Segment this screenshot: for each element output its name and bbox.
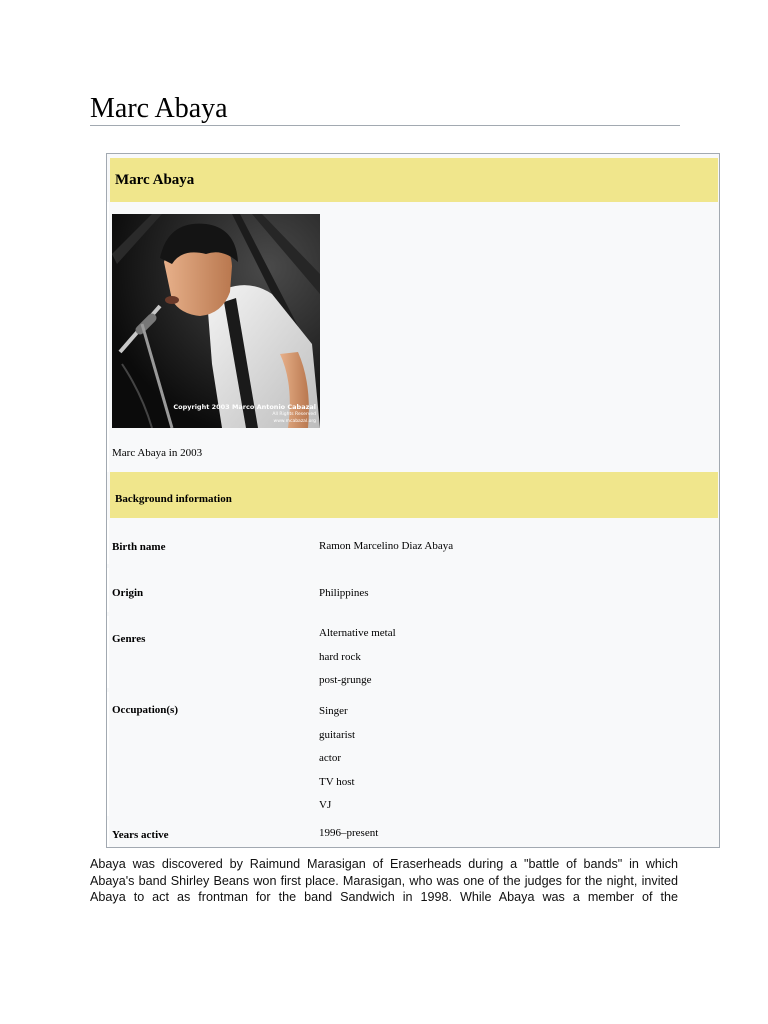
photo-caption: Marc Abaya in 2003 (112, 447, 203, 459)
background-information-header: Background information (110, 472, 718, 518)
occupation-item: actor (319, 752, 341, 764)
occupations-label: Occupation(s) (112, 704, 178, 716)
infobox-separator (107, 820, 109, 848)
infobox-separator (107, 616, 109, 688)
infobox-separator (107, 520, 109, 564)
article-paragraph: Abaya was discovered by Raimund Marasigan of Eraserheads during a "battle of bands" in which Abaya's band Shirley Beans won first place. Marasigan, who was one of the judges for the night, invited Abaya to act as frontman for the band Sandwich in 1998. While Abaya was a member of the (90, 857, 678, 904)
infobox-separator (107, 692, 109, 816)
birth-name-label: Birth name (112, 541, 166, 553)
occupations-values (319, 704, 355, 822)
genre-item: hard rock (319, 650, 361, 663)
infobox-name-header: Marc Abaya (110, 158, 718, 202)
genre-item: post-grunge (319, 674, 372, 686)
occupation-item: guitarist (319, 728, 356, 741)
title-divider (90, 125, 680, 126)
origin-value: Philippines (319, 587, 369, 599)
years-active-value: 1996–present (319, 827, 379, 839)
years-active-label: Years active (112, 829, 169, 841)
artist-photo (112, 214, 320, 428)
birth-name-value: Ramon Marcelino Diaz Abaya (319, 540, 454, 552)
photo-copyright-overlay: Copyright 2003 Marco Antonio Cabazal All Rights Reserved www.mcabazal.org (173, 403, 316, 424)
page-title: Marc Abaya (90, 93, 228, 124)
infobox-separator (107, 202, 109, 472)
genres-label: Genres (112, 633, 146, 645)
infobox (106, 153, 720, 848)
occupation-item: Singer (319, 705, 348, 717)
origin-label: Origin (112, 587, 144, 599)
genres-values (319, 626, 396, 697)
infobox-separator (107, 568, 109, 612)
genre-item: Alternative metal (319, 627, 396, 639)
occupation-item: TV host (319, 775, 355, 788)
occupation-item: VJ (319, 799, 332, 811)
